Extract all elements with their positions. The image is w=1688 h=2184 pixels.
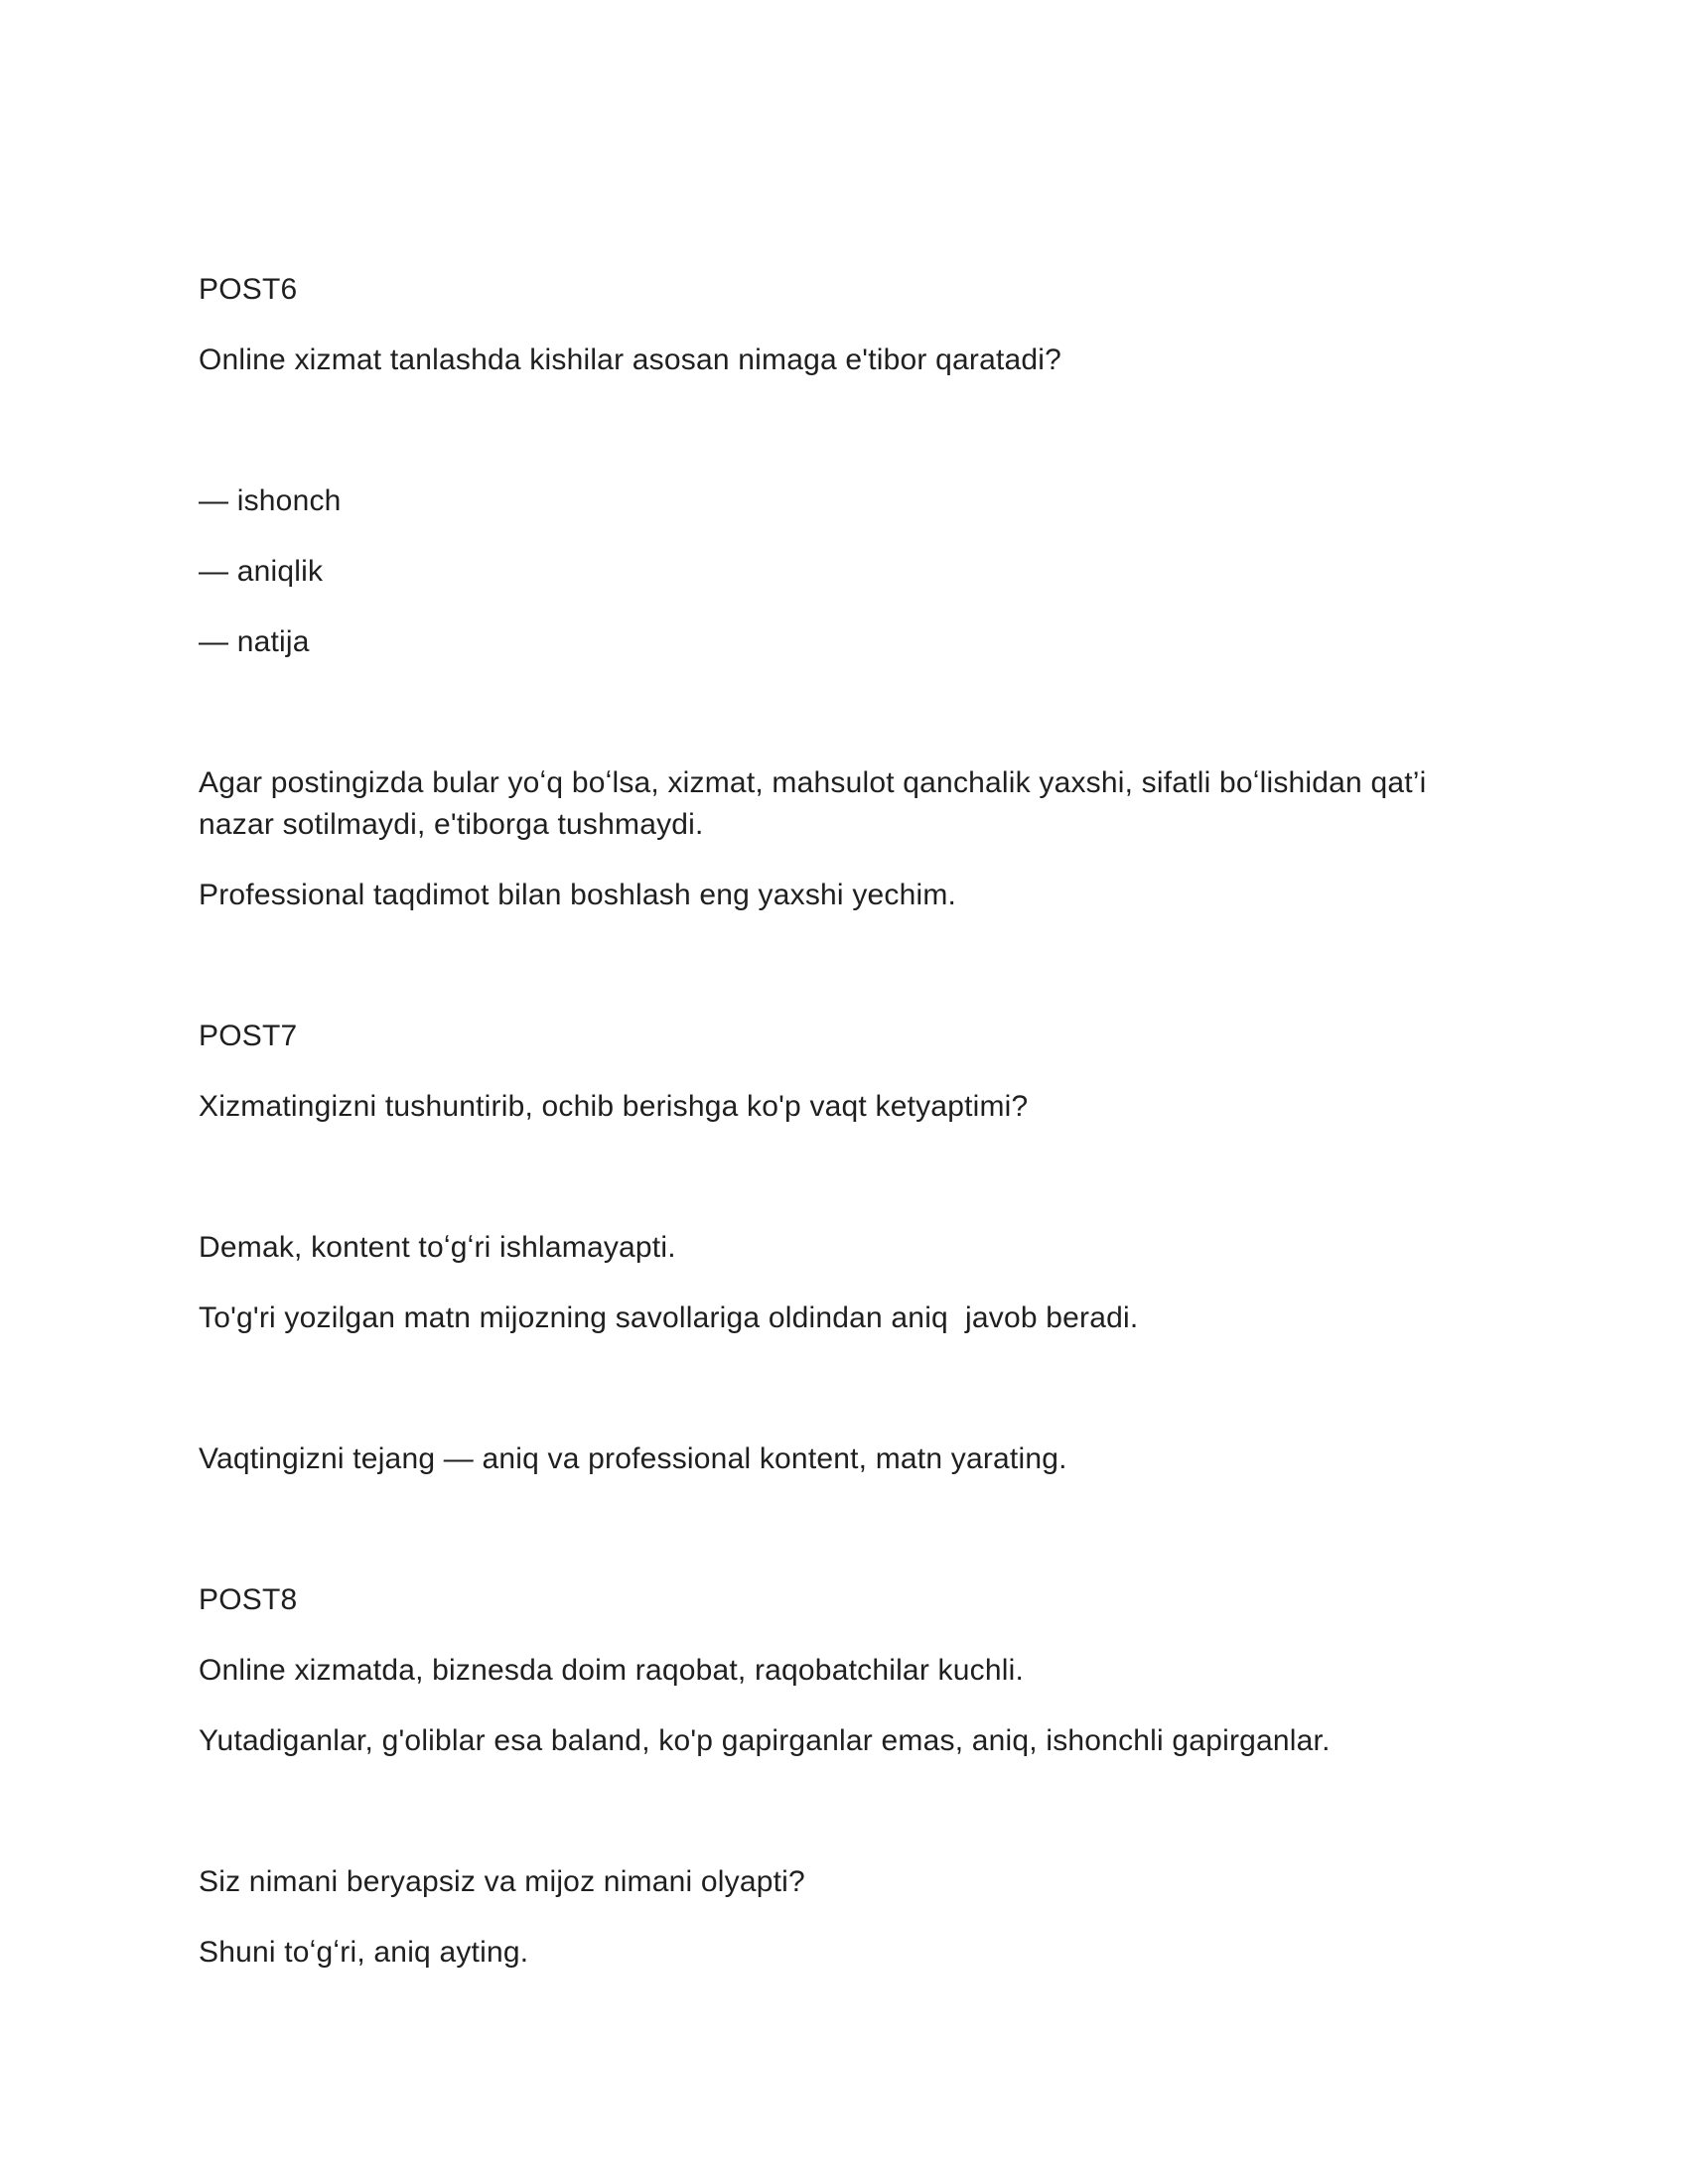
post7-paragraph-demak: Demak, kontent toʻgʻri ishlamayapti.	[199, 1231, 676, 1264]
blank-line	[199, 692, 1499, 762]
blank-line	[199, 1509, 1499, 1579]
blank-line	[199, 1157, 1499, 1227]
post8-heading: POST8	[199, 1583, 298, 1616]
post6-paragraph-professional: Professional taqdimot bilan boshlash eng yaxshi yechim.	[199, 879, 957, 911]
post6-bullet-natija: — natija	[199, 625, 310, 658]
post7-paragraph-togri: To'g'ri yozilgan matn mijozning savollariga oldindan aniq javob beradi.	[199, 1301, 1139, 1334]
post8-section	[199, 1579, 1499, 1974]
post6-heading: POST6	[199, 273, 298, 306]
blank-line	[199, 945, 1499, 1016]
post6-paragraph-agar: Agar postingizda bular yoʻq boʻlsa, xizmat, mahsulot qanchalik yaxshi, sifatli boʻlishidan qat’i nazar sotilmaydi, e'tiborga tushmaydi.	[199, 766, 1436, 841]
post8-paragraph-yutadiganlar: Yutadiganlar, g'oliblar esa baland, ko'p gapirganlar emas, aniq, ishonchli gapirganlar.	[199, 1724, 1331, 1757]
post6-section	[199, 269, 1499, 916]
post6-bullet-ishonch: — ishonch	[199, 484, 342, 517]
post7-heading: POST7	[199, 1020, 298, 1052]
post7-closing: Vaqtingizni tejang — aniq va professional kontent, matn yarating.	[199, 1442, 1067, 1475]
post8-closing: Shuni toʻgʻri, aniq ayting.	[199, 1936, 529, 1969]
post6-question: Online xizmat tanlashda kishilar asosan nimaga e'tibor qaratadi?	[199, 343, 1062, 376]
blank-line	[199, 1368, 1499, 1438]
document-content	[199, 269, 1499, 2002]
post6-bullet-aniqlik: — aniqlik	[199, 555, 324, 588]
blank-line	[199, 410, 1499, 480]
blank-line	[199, 1791, 1499, 1861]
post8-question: Siz nimani beryapsiz va mijoz nimani olyapti?	[199, 1865, 805, 1898]
post7-question: Xizmatingizni tushuntirib, ochib berishga ko'p vaqt ketyaptimi?	[199, 1090, 1029, 1123]
post8-paragraph-online: Online xizmatda, biznesda doim raqobat, raqobatchilar kuchli.	[199, 1654, 1024, 1687]
post7-section	[199, 1016, 1499, 1480]
